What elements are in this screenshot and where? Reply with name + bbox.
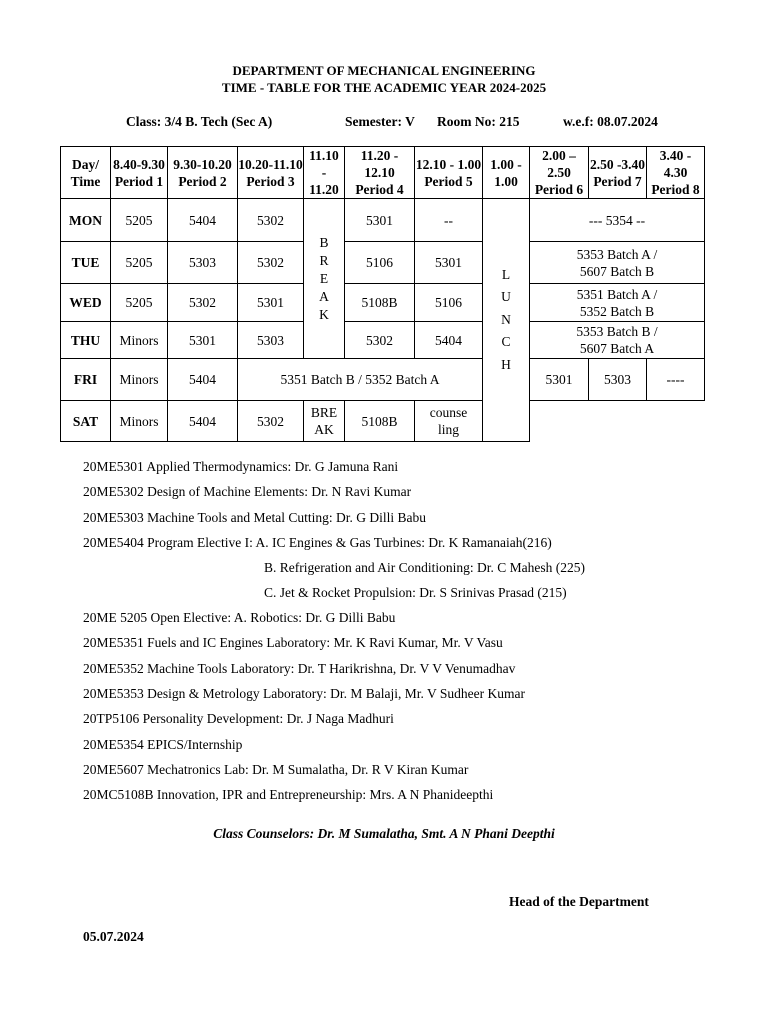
header-period-7: 2.50 -3.40 Period 7 [589, 147, 647, 199]
cell: 5106 [345, 242, 415, 284]
header-day: Day/ Time [61, 147, 111, 199]
cell: 5302 [238, 242, 304, 284]
class-info: Class: 3/4 B. Tech (Sec A) [126, 114, 273, 129]
cell: 5301 [168, 322, 238, 359]
cell: -- [415, 199, 483, 242]
timetable [60, 146, 705, 442]
cell: 5302 [168, 284, 238, 322]
class-counselors: Class Counselors: Dr. M Sumalatha, Smt. A N Phani Deepthi [213, 826, 555, 841]
cell: 5404 [168, 359, 238, 401]
cell: 5205 [111, 199, 168, 242]
table-row-tue [61, 242, 705, 284]
day-label: MON [61, 199, 111, 242]
day-label: SAT [61, 401, 111, 442]
legend-item: 20ME 5205 Open Elective: A. Robotics: Dr. G Dilli Babu [83, 610, 396, 625]
cell: 5303 [238, 322, 304, 359]
header-period-6: 2.00 – 2.50 Period 6 [530, 147, 589, 199]
table-row-fri [61, 359, 705, 401]
issue-date: 05.07.2024 [83, 929, 144, 944]
header-period-4: 11.20 - 12.10 Period 4 [345, 147, 415, 199]
table-row-wed [61, 284, 705, 322]
cell: 5303 [589, 359, 647, 401]
table-row-sat [61, 401, 705, 442]
legend-item: C. Jet & Rocket Propulsion: Dr. S Srinivas Prasad (215) [264, 585, 567, 600]
cell: 5108B [345, 284, 415, 322]
legend-item: 20TP5106 Personality Development: Dr. J Naga Madhuri [83, 711, 394, 726]
legend-item: 20ME5352 Machine Tools Laboratory: Dr. T Harikrishna, Dr. V V Venumadhav [83, 661, 516, 676]
header-row [61, 147, 705, 199]
table-row-mon [61, 199, 705, 242]
table-row-thu [61, 322, 705, 359]
header-break: 11.10 - 11.20 [304, 147, 345, 199]
cell: 5302 [238, 199, 304, 242]
legend-item: 20MC5108B Innovation, IPR and Entrepreneurship: Mrs. A N Phanideepthi [83, 787, 494, 802]
cell: 5108B [345, 401, 415, 442]
break-cell-sat: BRE AK [304, 401, 345, 442]
semester-info: Semester: V [345, 114, 415, 129]
legend-item: 20ME5404 Program Elective I: A. IC Engines & Gas Turbines: Dr. K Ramanaiah(216) [83, 535, 552, 550]
day-label: WED [61, 284, 111, 322]
timetable-title: TIME - TABLE FOR THE ACADEMIC YEAR 2024-2025 [221, 80, 547, 95]
cell: 5301 [345, 199, 415, 242]
legend-item: 20ME5353 Design & Metrology Laboratory: Dr. M Balaji, Mr. V Sudheer Kumar [83, 686, 525, 701]
break-cell: B R E A K [304, 199, 345, 359]
department-title: DEPARTMENT OF MECHANICAL ENGINEERING [232, 63, 536, 78]
cell: 5404 [415, 322, 483, 359]
legend-item: 20ME5351 Fuels and IC Engines Laboratory: Mr. K Ravi Kumar, Mr. V Vasu [83, 635, 503, 650]
day-label: FRI [61, 359, 111, 401]
cell: ---- [647, 359, 705, 401]
legend-item: 20ME5354 EPICS/Internship [83, 737, 243, 752]
afternoon-cell: 5353 Batch A / 5607 Batch B [530, 242, 705, 284]
cell: 5404 [168, 401, 238, 442]
cell: Minors [111, 359, 168, 401]
cell: Minors [111, 401, 168, 442]
empty-cell [530, 401, 705, 442]
header-period-1: 8.40-9.30 Period 1 [111, 147, 168, 199]
header-period-5: 12.10 - 1.00 Period 5 [415, 147, 483, 199]
legend-item: 20ME5302 Design of Machine Elements: Dr. N Ravi Kumar [83, 484, 412, 499]
cell: 5205 [111, 242, 168, 284]
counselling-cell: counse ling [415, 401, 483, 442]
room-info: Room No: 215 [437, 114, 520, 129]
legend-item: 20ME5607 Mechatronics Lab: Dr. M Sumalatha, Dr. R V Kiran Kumar [83, 762, 469, 777]
header-lunch: 1.00 - 1.00 [483, 147, 530, 199]
legend-item: 20ME5303 Machine Tools and Metal Cutting: Dr. G Dilli Babu [83, 510, 427, 525]
cell: 5404 [168, 199, 238, 242]
cell: 5301 [415, 242, 483, 284]
cell: 5302 [238, 401, 304, 442]
afternoon-cell: 5351 Batch A / 5352 Batch B [530, 284, 705, 322]
cell: 5301 [530, 359, 589, 401]
cell: 5301 [238, 284, 304, 322]
afternoon-cell: --- 5354 -- [530, 199, 705, 242]
lab-cell: 5351 Batch B / 5352 Batch A [238, 359, 483, 401]
cell: 5302 [345, 322, 415, 359]
day-label: THU [61, 322, 111, 359]
cell: 5106 [415, 284, 483, 322]
cell: 5205 [111, 284, 168, 322]
legend-item: B. Refrigeration and Air Conditioning: Dr. C Mahesh (225) [264, 560, 585, 575]
lunch-cell: L U N C H [483, 199, 530, 442]
header-period-8: 3.40 - 4.30 Period 8 [647, 147, 705, 199]
legend-item: 20ME5301 Applied Thermodynamics: Dr. G Jamuna Rani [83, 459, 399, 474]
afternoon-cell: 5353 Batch B / 5607 Batch A [530, 322, 705, 359]
cell: 5303 [168, 242, 238, 284]
cell: Minors [111, 322, 168, 359]
day-label: TUE [61, 242, 111, 284]
header-period-3: 10.20-11.10 Period 3 [238, 147, 304, 199]
wef-date: w.e.f: 08.07.2024 [563, 114, 658, 129]
hod-signature: Head of the Department [509, 894, 649, 909]
header-period-2: 9.30-10.20 Period 2 [168, 147, 238, 199]
